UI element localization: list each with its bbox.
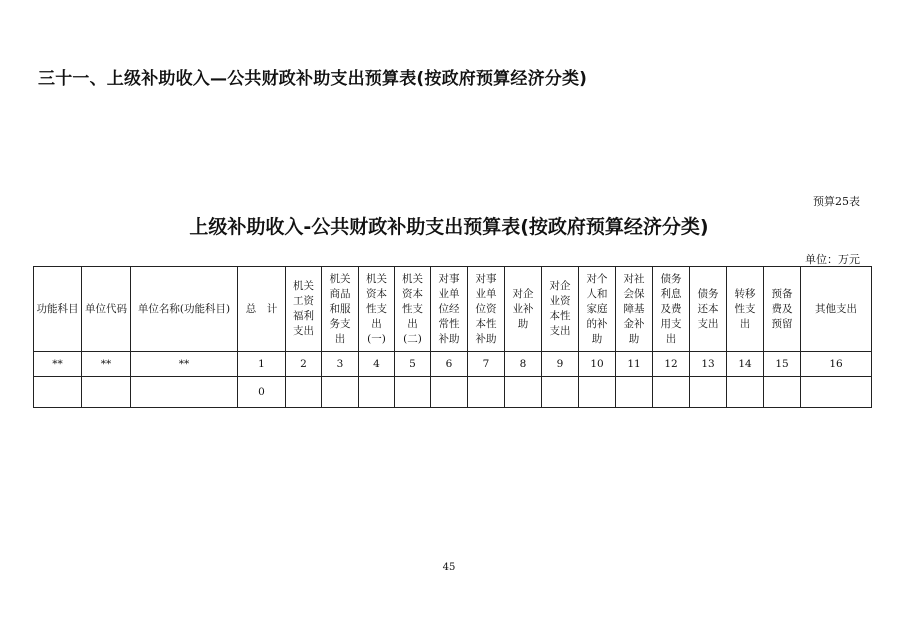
table-cell: 0 [238,377,286,408]
table-cell [34,377,82,408]
header-cell: 功能科目 [34,267,82,352]
table-cell [468,377,505,408]
table-cell: 1 [238,352,286,377]
header-cell: 债务还本支出 [690,267,727,352]
table-cell [727,377,764,408]
table-row [34,377,872,408]
table-cell: 7 [468,352,505,377]
table-cell [579,377,616,408]
header-cell: 对事业单位经常性补助 [431,267,468,352]
header-cell: 对个人和家庭的补助 [579,267,616,352]
header-cell: 总 计 [238,267,286,352]
header-cell: 对企业补助 [505,267,542,352]
header-cell: 债务利息及费用支出 [653,267,690,352]
header-cell: 机关资本性支出(二) [395,267,431,352]
table-cell: 9 [542,352,579,377]
table-cell: ** [131,352,238,377]
page-number: 45 [442,562,456,573]
section-heading: 三十一、上级补助收入—公共财政补助支出预算表(按政府预算经济分类) [38,69,588,89]
table-cell [431,377,468,408]
table-cell [505,377,542,408]
index-row [34,352,872,377]
table-cell: 12 [653,352,690,377]
table-cell: 6 [431,352,468,377]
table-cell [322,377,359,408]
table-cell [542,377,579,408]
table-cell: 10 [579,352,616,377]
table-cell: 3 [322,352,359,377]
table-title: 上级补助收入-公共财政补助支出预算表(按政府预算经济分类) [189,216,709,238]
header-cell: 预备费及预留 [764,267,801,352]
table-cell: 5 [395,352,431,377]
header-cell: 单位名称(功能科目) [131,267,238,352]
table-cell [690,377,727,408]
table-cell [764,377,801,408]
table-cell: 16 [801,352,872,377]
header-cell: 机关工资福利支出 [286,267,322,352]
form-number: 预算25表 [813,195,860,208]
unit-label: 单位：万元 [805,253,860,266]
table-cell [82,377,131,408]
header-cell: 对事业单位资本性补助 [468,267,505,352]
header-cell: 其他支出 [801,267,872,352]
table-cell [359,377,395,408]
table-cell: 2 [286,352,322,377]
table-cell [395,377,431,408]
header-cell: 对社会保障基金补助 [616,267,653,352]
table-cell [131,377,238,408]
table-cell: 15 [764,352,801,377]
table-cell [286,377,322,408]
table-cell [653,377,690,408]
table-cell: 8 [505,352,542,377]
header-row [34,267,872,352]
table-cell [801,377,872,408]
header-cell: 转移性支出 [727,267,764,352]
header-cell: 单位代码 [82,267,131,352]
table-cell [616,377,653,408]
table-cell: 14 [727,352,764,377]
header-cell: 机关商品和服务支出 [322,267,359,352]
header-cell: 机关资本性支出(一) [359,267,395,352]
header-cell: 对企业资本性支出 [542,267,579,352]
table-cell: 11 [616,352,653,377]
table-cell: 13 [690,352,727,377]
table-cell: ** [82,352,131,377]
budget-table [33,266,872,408]
table-cell: ** [34,352,82,377]
table-cell: 4 [359,352,395,377]
